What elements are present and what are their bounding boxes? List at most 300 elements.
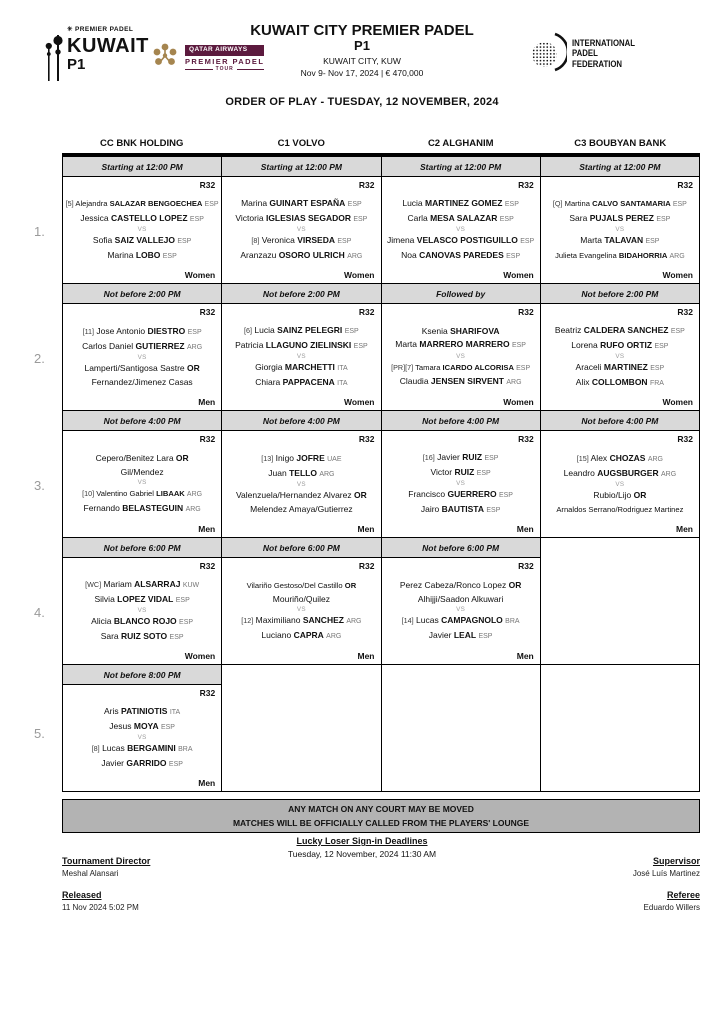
tournament-dates-prize: Nov 9- Nov 17, 2024 | € 470,000: [300, 67, 424, 78]
player-line: [543, 503, 697, 517]
time-header: Starting at 12:00 PM: [222, 157, 380, 177]
player-cc: ESP: [650, 365, 665, 372]
player-cc: ITA: [337, 379, 348, 387]
player-reg: Lorena: [571, 339, 598, 350]
player-reg: Rubio/Lijo: [593, 490, 632, 500]
match-body: [222, 304, 380, 410]
player-cc: ESP: [189, 215, 204, 223]
player-line: [65, 705, 219, 720]
teams: [543, 317, 697, 397]
player-cc: KUW: [182, 582, 200, 589]
player-cc: ESP: [175, 596, 190, 604]
player-pre: [10]: [82, 489, 95, 498]
player-reg: Mouriño/Quilez: [272, 593, 330, 604]
gender-label: Men: [198, 778, 216, 788]
player-bold: OR: [353, 490, 367, 500]
player-line: [543, 212, 697, 227]
match-cell-r3-c1: [63, 411, 222, 538]
court-name-cc-bnk-holding: CC BNK HOLDING: [100, 138, 184, 149]
vs-label: VS: [296, 353, 306, 360]
vs-label: VS: [456, 226, 466, 233]
player-line: [224, 629, 378, 644]
player-line: [384, 212, 538, 227]
kuwait-logo-tier: P1: [67, 55, 86, 73]
tour-label: TOUR: [215, 66, 234, 72]
player-cc: ESP: [498, 492, 513, 499]
round-label: R32: [358, 561, 375, 571]
match-cell-r2-c2: [222, 284, 381, 411]
arc-icon: [553, 31, 567, 78]
round-label: R32: [518, 561, 534, 571]
player-cc: ARG: [185, 505, 201, 513]
player-line: [224, 593, 378, 607]
ipf-line2: PADEL: [572, 48, 598, 60]
player-cc: ARG: [647, 456, 663, 463]
player-cc: ARG: [506, 379, 522, 386]
player-bold: GUTIERREZ: [135, 340, 185, 351]
tournament-director-label: Tournament Director: [62, 856, 151, 866]
player-cc: ESP: [337, 238, 352, 245]
player-line: [65, 466, 219, 480]
court-name-c1-volvo: C1 VOLVO: [277, 138, 325, 149]
player-reg: Jessica: [80, 212, 109, 223]
player-bold: CALVO SANTAMARIA: [592, 199, 671, 208]
player-line: [384, 629, 538, 644]
player-reg: Marta: [580, 235, 602, 245]
player-bold: LOBO: [135, 249, 161, 260]
player-bold: CALDERA SANCHEZ: [583, 325, 669, 335]
player-bold: MARTINEZ: [603, 362, 648, 372]
vs-label: VS: [137, 354, 147, 361]
vs-label: VS: [137, 734, 147, 741]
gender-label: Women: [343, 270, 375, 280]
player-bold: OR: [344, 581, 357, 590]
player-reg: Martina: [564, 199, 590, 208]
player-bold: COLLOMBON: [591, 376, 648, 387]
referee-label: Referee: [666, 890, 700, 900]
player-cc: ESP: [179, 619, 194, 626]
player-cc: ESP: [160, 723, 175, 731]
tournament-director-name: Meshal Alansari: [62, 869, 119, 878]
player-reg: Victor: [430, 466, 453, 477]
teams: [65, 571, 219, 651]
match-cell-r1-c1: [63, 157, 222, 284]
player-cc: ESP: [347, 201, 362, 208]
player-bold: PATINIOTIS: [121, 706, 168, 716]
player-reg: Jose Antonio: [96, 326, 146, 336]
gender-label: Women: [503, 270, 534, 280]
player-bold: JOFRE: [296, 453, 325, 463]
player-cc: ESP: [169, 633, 184, 641]
player-line: [543, 249, 697, 264]
player-bold: IGLESIAS SEGADOR: [265, 212, 351, 223]
player-cc: BRA: [505, 618, 520, 625]
player-bold: OSORO ULRICH: [278, 249, 345, 260]
player-reg: Maximiliano: [255, 615, 301, 625]
player-cc: ARG: [660, 470, 677, 478]
round-label: R32: [199, 434, 216, 444]
player-line: [384, 451, 538, 466]
player-bold: VELASCO POSTIGUILLO: [416, 235, 518, 245]
player-bold: CASTELLO LOPEZ: [111, 212, 188, 223]
player-pre: [PR][7]: [391, 362, 414, 372]
player-reg: Luciano: [261, 629, 292, 640]
player-line: [384, 579, 538, 593]
player-reg: Marina: [241, 198, 268, 208]
player-bold: MOYA: [133, 720, 159, 731]
player-line: [65, 376, 219, 390]
player-line: [65, 720, 219, 735]
player-reg: Fernando: [83, 502, 120, 513]
gender-label: Women: [503, 397, 534, 407]
gender-label: Women: [662, 397, 693, 407]
match-body: [222, 177, 380, 283]
player-line: [384, 593, 538, 607]
player-line: [65, 234, 219, 249]
gender-label: Women: [184, 270, 216, 280]
player-line: [65, 487, 219, 502]
player-bold: SALAZAR BENGOECHEA: [109, 199, 203, 208]
player-reg: Alicia: [91, 616, 112, 626]
player-reg: Jimena: [387, 235, 415, 245]
player-line: [543, 234, 697, 249]
player-cc: ESP: [353, 342, 368, 350]
round-label: R32: [677, 307, 693, 317]
player-line: [65, 212, 219, 227]
player-reg: Sofia: [92, 235, 113, 245]
player-reg: Juan: [268, 467, 287, 478]
released-label: Released: [62, 890, 102, 900]
teams: [224, 190, 378, 270]
player-reg: Julieta Evangelina: [555, 250, 617, 260]
player-cc: ESP: [520, 238, 535, 245]
player-reg: Carlos Daniel: [82, 340, 134, 351]
player-bold: LIBAAK: [156, 489, 185, 498]
match-body: [63, 558, 221, 664]
player-line: [65, 340, 219, 355]
player-reg: Ksenia: [421, 325, 448, 336]
match-body: [63, 304, 221, 410]
player-line: [224, 614, 378, 629]
teams: [65, 317, 219, 397]
player-line: [224, 489, 378, 503]
time-header: Not before 8:00 PM: [63, 665, 221, 685]
teams: [65, 444, 219, 524]
player-reg: Sara: [569, 212, 588, 223]
teams: [65, 190, 219, 270]
player-bold: RUIZ: [462, 452, 483, 462]
player-bold: DIESTRO: [147, 326, 186, 336]
time-header: Not before 6:00 PM: [63, 538, 221, 558]
row-number-5: 5.: [34, 726, 45, 741]
player-line: [543, 452, 697, 467]
player-cc: ESP: [645, 238, 660, 245]
match-cell-r4-c2: [222, 538, 381, 665]
player-pre: [WC]: [85, 580, 102, 589]
match-cell-r2-c1: [63, 284, 222, 411]
player-reg: Perez Cabeza/Ronco Lopez: [399, 580, 507, 590]
player-cc: ESP: [476, 469, 491, 477]
player-line: [65, 325, 219, 340]
player-reg: Alejandra: [75, 199, 108, 208]
time-header: Not before 4:00 PM: [222, 411, 380, 431]
notice-box: [62, 799, 700, 833]
match-body: [382, 431, 540, 537]
player-reg: Aris: [104, 706, 119, 716]
player-line: [224, 503, 378, 517]
teams: [65, 698, 219, 778]
match-body: [382, 177, 540, 283]
player-line: [224, 452, 378, 467]
round-label: R32: [199, 688, 216, 698]
player-cc: ARG: [326, 632, 342, 640]
time-header: Not before 6:00 PM: [222, 538, 380, 558]
player-reg: Inigo: [275, 453, 295, 463]
player-bold: OR: [508, 580, 522, 590]
match-cell-r1-c3: [382, 157, 541, 284]
player-cc: ESP: [344, 328, 359, 335]
player-bold: GUINART ESPAÑA: [269, 198, 346, 208]
empty-cell-r4-c4: [541, 538, 700, 665]
player-line: [543, 339, 697, 354]
referee-name: Eduardo Willers: [643, 903, 700, 912]
player-line: [224, 197, 378, 212]
round-label: R32: [518, 180, 534, 190]
player-pre: [5]: [65, 199, 74, 208]
player-cc: ESP: [656, 215, 671, 223]
player-bold: CANOVAS PAREDES: [419, 249, 504, 260]
signature-block-left: [62, 857, 150, 912]
player-cc: ITA: [337, 365, 348, 372]
player-reg: Marta: [395, 339, 417, 349]
player-reg: Jairo: [420, 503, 440, 514]
player-bold: BLANCO ROJO: [113, 616, 177, 626]
player-bold: VIRSEDA: [297, 235, 335, 245]
supervisor-label: Supervisor: [652, 856, 700, 866]
player-cc: ARG: [319, 470, 335, 478]
teams: [224, 317, 378, 397]
player-cc: ARG: [186, 491, 203, 498]
match-body: [63, 177, 221, 283]
time-header: Starting at 12:00 PM: [541, 157, 699, 177]
match-body: [541, 431, 699, 537]
match-body: [382, 304, 540, 410]
player-line: [224, 361, 378, 376]
vs-label: VS: [456, 480, 466, 487]
qatar-airways-label: QATAR AIRWAYS: [185, 45, 264, 56]
player-line: [65, 593, 219, 608]
player-bold: LOPEZ VIDAL: [117, 593, 174, 604]
vs-label: VS: [296, 606, 306, 613]
round-label: R32: [199, 307, 216, 317]
player-line: [65, 362, 219, 376]
player-line: [65, 630, 219, 645]
round-label: R32: [358, 307, 375, 317]
player-bold: CHOZAS: [609, 453, 646, 463]
round-label: R32: [199, 180, 216, 190]
gender-label: Men: [516, 651, 534, 661]
kuwait-logo-name: KUWAIT: [67, 34, 149, 57]
player-bold: GUERRERO: [447, 489, 497, 499]
round-label: R32: [199, 561, 216, 571]
player-bold: PUJALS PEREZ: [589, 212, 654, 223]
order-of-play-title: ORDER OF PLAY - TUESDAY, 12 NOVEMBER, 2024: [225, 96, 499, 108]
player-line: [224, 212, 378, 227]
tournament-title: KUWAIT CITY PREMIER PADEL: [250, 22, 474, 39]
player-line: [65, 452, 219, 466]
player-reg: Lucas: [102, 743, 125, 753]
gender-label: Men: [676, 524, 693, 534]
teams: [384, 317, 538, 397]
teams: [224, 444, 378, 524]
time-header: Not before 4:00 PM: [63, 411, 221, 431]
player-reg: Fernandez/Jimenez Casas: [91, 376, 193, 387]
teams: [384, 190, 538, 270]
player-line: [384, 503, 538, 518]
player-cc: ESP: [511, 342, 526, 349]
time-header: Not before 2:00 PM: [222, 284, 380, 304]
empty-cell-r5-c3: [382, 665, 541, 792]
player-reg: Arnaldos Serrano/Rodriguez Martinez: [556, 504, 684, 514]
supervisor-name: José Luís Martinez: [632, 869, 700, 878]
teams: [543, 444, 697, 524]
player-bold: MARCHETTI: [284, 362, 335, 372]
player-pre: [8]: [251, 236, 260, 245]
player-reg: Claudia: [399, 376, 429, 386]
match-cell-r5-c1: [63, 665, 222, 792]
player-reg: Javier: [428, 629, 452, 640]
player-line: [543, 324, 697, 339]
player-line: [65, 578, 219, 593]
player-reg: Alex: [590, 453, 608, 463]
player-bold: SANCHEZ: [302, 615, 344, 625]
tournament-tier: P1: [354, 38, 370, 54]
player-cc: ESP: [516, 364, 531, 372]
player-reg: Lucia: [254, 325, 275, 335]
player-line: [65, 249, 219, 264]
player-bold: RUIZ: [454, 466, 475, 477]
vs-label: VS: [615, 226, 625, 233]
player-reg: Cepero/Benitez Lara: [95, 453, 174, 463]
lucky-loser-deadline: Tuesday, 12 November, 2024 11:30 AM: [287, 849, 437, 859]
player-reg: Chiara: [255, 376, 281, 387]
player-line: [543, 467, 697, 482]
empty-cell-r5-c2: [222, 665, 381, 792]
player-reg: Araceli: [575, 362, 602, 372]
player-line: [384, 249, 538, 264]
player-line: [384, 325, 538, 339]
player-bold: OR: [187, 363, 200, 373]
released-value: 11 Nov 2024 5:02 PM: [62, 903, 139, 912]
player-bold: JENSEN SIRVENT: [430, 376, 504, 386]
player-reg: Gil/Mendez: [120, 466, 164, 477]
match-cell-r3-c3: [382, 411, 541, 538]
player-cc: ESP: [187, 329, 202, 336]
player-line: [224, 339, 378, 354]
premier-padel-wordmark: ✳ PREMIER PADEL: [67, 26, 134, 33]
court-names-row: [62, 138, 700, 153]
notice-line-2: MATCHES WILL BE OFFICIALLY CALLED FROM THE PLAYERS' LOUNGE: [232, 818, 530, 828]
player-pre: [15]: [576, 454, 589, 463]
vs-label: VS: [296, 481, 306, 488]
time-header: Starting at 12:00 PM: [63, 157, 221, 177]
player-bold: PAPPACENA: [282, 376, 335, 387]
player-bold: CAMPAGNOLO: [441, 615, 503, 625]
player-bold: LEAL: [453, 629, 477, 640]
player-line: [384, 375, 538, 390]
round-label: R32: [677, 180, 693, 190]
gender-label: Men: [198, 397, 216, 407]
match-body: [541, 177, 699, 283]
player-line: [224, 234, 378, 249]
match-cell-r1-c4: [541, 157, 700, 284]
court-name-c2-alghanim: C2 ALGHANIM: [427, 138, 494, 149]
player-cc: ESP: [353, 215, 368, 223]
player-reg: Victoria: [235, 212, 264, 223]
player-line: [65, 742, 219, 757]
player-cc: ARG: [347, 252, 363, 260]
player-bold: BAUTISTA: [441, 503, 484, 514]
gender-label: Women: [662, 270, 693, 280]
player-cc: ESP: [654, 342, 669, 350]
player-cc: ESP: [484, 455, 499, 462]
vs-label: VS: [137, 607, 147, 614]
player-bold: OR: [175, 453, 189, 463]
player-reg: Jesus: [109, 720, 132, 731]
teams: [543, 190, 697, 270]
player-bold: MARTINEZ GOMEZ: [425, 198, 503, 208]
time-header: Starting at 12:00 PM: [382, 157, 540, 177]
player-bold: BERGAMINI: [127, 743, 176, 753]
player-line: [543, 197, 697, 212]
player-cc: FRA: [649, 379, 664, 387]
signature-block-right: [633, 857, 700, 912]
match-cell-r4-c1: [63, 538, 222, 665]
match-body: [222, 558, 380, 664]
player-cc: ESP: [162, 252, 177, 260]
gender-label: Women: [343, 397, 375, 407]
row-number-2: 2.: [34, 351, 45, 366]
gender-label: Men: [357, 651, 375, 661]
player-line: [384, 197, 538, 212]
match-cell-r2-c3: [382, 284, 541, 411]
order-of-play-table: [62, 138, 700, 792]
player-cc: ARG: [669, 252, 685, 260]
court-name-c3-boubyan-bank: C3 BOUBYAN BANK: [574, 138, 667, 149]
round-label: R32: [677, 434, 693, 444]
ipf-line1: INTERNATIONAL: [572, 37, 636, 49]
player-reg: Vilariño Gestoso/Del Castillo: [246, 581, 343, 590]
player-reg: Mariam: [103, 579, 132, 589]
player-cc: ESP: [672, 201, 687, 208]
player-line: [65, 757, 219, 772]
vs-label: VS: [615, 481, 625, 488]
match-body: [222, 431, 380, 537]
court-grid: [62, 157, 700, 792]
player-line: [224, 579, 378, 593]
time-header: Followed by: [382, 284, 540, 304]
vs-label: VS: [456, 352, 466, 360]
vs-label: VS: [456, 606, 466, 613]
round-label: R32: [518, 434, 534, 444]
player-cc: ESP: [177, 238, 192, 245]
player-reg: Melendez Amaya/Gutierrez: [250, 503, 353, 514]
empty-cell-r5-c4: [541, 665, 700, 792]
player-cc: ITA: [169, 709, 181, 716]
player-reg: Veronica: [261, 235, 295, 245]
player-cc: ESP: [504, 201, 519, 208]
teams: [384, 444, 538, 524]
